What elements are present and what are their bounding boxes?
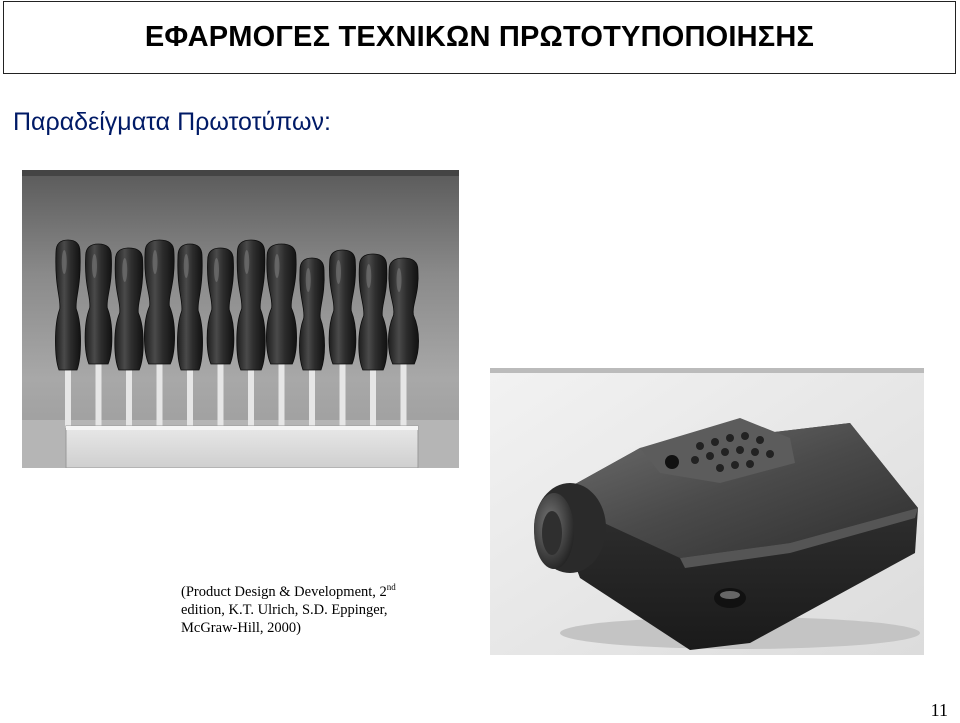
screwdriver-shaft — [65, 366, 71, 428]
citation — [181, 583, 481, 637]
screwdriver-shaft — [96, 360, 102, 428]
screwdriver-shaft — [401, 360, 407, 428]
handle-highlight — [92, 254, 97, 278]
screwdriver-shaft — [279, 360, 285, 428]
citation-superscript: nd — [386, 582, 396, 593]
screwdriver-shaft — [187, 366, 193, 428]
screwdriver-shaft — [340, 360, 346, 428]
handle-highlight — [336, 260, 341, 284]
handle-highlight — [62, 250, 67, 274]
screwdriver-handles-photo-icon — [22, 170, 459, 468]
page-number: 11 — [930, 700, 948, 720]
handle-highlight — [122, 258, 127, 282]
handle-highlight — [366, 264, 371, 288]
handle-highlight — [214, 258, 219, 282]
citation-line-3: McGraw-Hill, 2000) — [181, 620, 302, 636]
handle-highlight — [275, 254, 280, 278]
handle-highlight — [306, 268, 311, 292]
screwdriver-shaft — [157, 360, 163, 428]
title-box — [3, 1, 956, 74]
slide-title: ΕΦΑΡΜΟΓΕΣ ΤΕΧΝΙΚΩΝ ΠΡΩΤΟΤΥΠΟΠΟΙΗΣΗΣ — [144, 21, 815, 53]
handle-highlight — [244, 250, 249, 274]
screwdriver-shaft — [218, 360, 224, 428]
citation-line-1 — [181, 583, 481, 601]
handle-highlight — [397, 268, 402, 292]
slide-subtitle: Παραδείγματα Πρωτοτύπων: — [13, 108, 331, 136]
screwdriver-shaft — [248, 366, 254, 428]
projector-photo-icon — [490, 368, 924, 655]
handle-highlight — [153, 250, 158, 274]
screwdriver-shaft — [126, 366, 132, 428]
screwdriver-shaft — [309, 366, 315, 428]
handle-highlight — [184, 254, 189, 278]
screwdriver-shaft — [370, 366, 376, 428]
citation-line-2: edition, K.T. Ulrich, S.D. Eppinger, — [181, 602, 388, 618]
citation-line-1-text: (Product Design & Development, 2 — [181, 584, 387, 600]
